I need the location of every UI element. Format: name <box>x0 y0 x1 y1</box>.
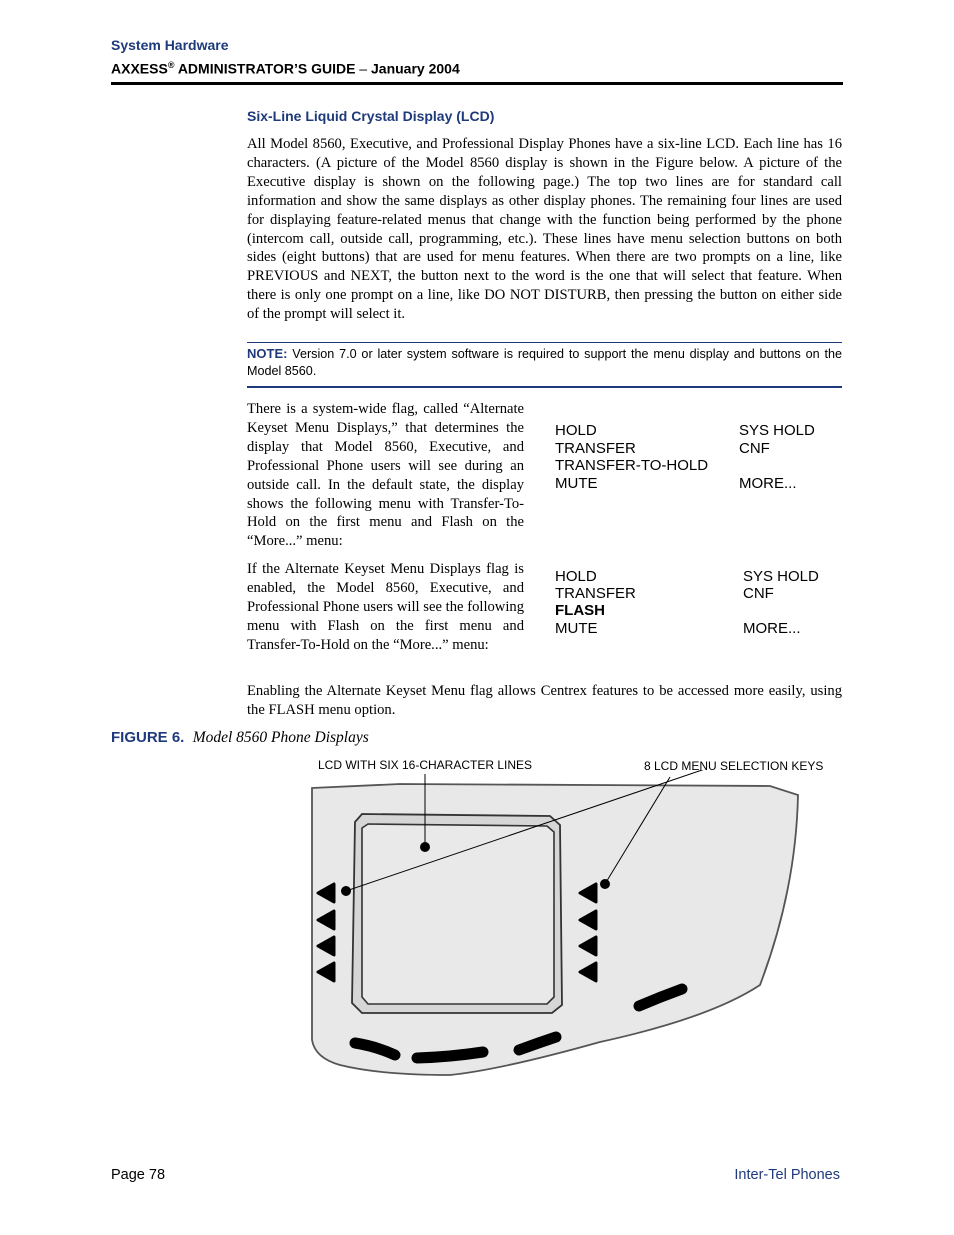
note-text: Version 7.0 or later system software is required to support the menu display and buttons on the Model 8560. <box>247 347 842 378</box>
menu-item-cnf: CNF <box>743 585 774 602</box>
keys-callout-dot-left <box>341 886 351 896</box>
menu-item-flash: FLASH <box>555 602 605 619</box>
menu-item-more: MORE... <box>743 620 801 637</box>
product-name: AXXESS <box>111 60 168 77</box>
menu-item-mute: MUTE <box>555 620 598 637</box>
menu-item-hold: HOLD <box>555 422 597 439</box>
figure-title: Model 8560 Phone Displays <box>192 729 369 746</box>
page-number: Page 78 <box>111 1167 166 1183</box>
bottom-key-middle <box>417 1052 483 1058</box>
keys-callout-dot-right <box>600 879 610 889</box>
alternate-menu-paragraph: If the Alternate Keyset Menu Displays flag is enabled, the Model 8560, Executive, and Professional Phone users will see the following menu with Flash on the first menu and Transfer-To-Hold on the “More...” menu: <box>247 561 524 653</box>
header-rule <box>111 82 843 85</box>
figure-label: FIGURE 6. <box>111 729 185 746</box>
note-block <box>247 345 842 380</box>
callout-lcd-label: LCD WITH SIX 16-CHARACTER LINES <box>318 758 533 772</box>
guide-name: ADMINISTRATOR’S GUIDE <box>174 60 356 77</box>
section-title: System Hardware <box>111 37 229 53</box>
menu-item-more: MORE... <box>739 475 797 492</box>
menu-item-hold: HOLD <box>555 568 597 585</box>
phone-illustration <box>300 770 860 1100</box>
note-top-rule <box>247 342 842 343</box>
alternate-menu-display <box>555 568 845 648</box>
menu-item-transfer: TRANSFER <box>555 440 636 457</box>
menu-item-mute: MUTE <box>555 475 598 492</box>
menu-item-sys-hold: SYS HOLD <box>743 568 819 585</box>
title-dash: – <box>355 60 371 77</box>
callout-keys-label: 8 LCD MENU SELECTION KEYS <box>644 759 824 773</box>
menu-item-cnf: CNF <box>739 440 770 457</box>
guide-title <box>111 60 460 77</box>
menu-item-sys-hold: SYS HOLD <box>739 422 815 439</box>
registered-mark: ® <box>167 60 175 70</box>
chapter-name: Inter-Tel Phones <box>734 1167 840 1183</box>
default-menu-paragraph: There is a system-wide flag, called “Alternate Keyset Menu Displays,” that determines the display that Model 8560, Executive, and Professional Phone users will see during an outside call. In the default state, the display shows the following menu with Transfer-To-Hold on the first menu and Flash on the “More...” menu: <box>247 401 524 550</box>
subheading: Six-Line Liquid Crystal Display (LCD) <box>247 108 495 124</box>
figure-caption <box>111 729 369 747</box>
lcd-screen <box>362 824 554 1004</box>
default-menu-display <box>555 422 845 502</box>
menu-item-transfer-to-hold: TRANSFER-TO-HOLD <box>555 457 709 474</box>
intro-paragraph: All Model 8560, Executive, and Professional Display Phones have a six-line LCD. Each line has 16 characters. (A picture of the Model 8560 display is shown in the Figure below. A picture of the Executive display is shown on the following page.) The top two lines are for standard call information and show the same displays as other display phones. The remaining four lines are used for displaying feature-related menus that change with the function being performed by the phone (intercom call, outside call, programming, etc.). These lines have menu selection buttons on both sides (eight buttons) that are used for menu features. When there are two prompts on a line, like PREVIOUS and NEXT, the button next to the word is the one that will select that feature. When there is only one prompt on a line, like DO NOT DISTURB, then pressing the button on either side of the prompt will select it. <box>247 136 842 323</box>
closing-paragraph: Enabling the Alternate Keyset Menu flag allows Centrex features to be accessed more easily, using the FLASH menu option. <box>247 683 842 718</box>
note-bottom-rule <box>247 386 842 388</box>
guide-date: January 2004 <box>371 60 460 77</box>
note-label: NOTE: <box>247 346 288 361</box>
lcd-callout-dot <box>420 842 430 852</box>
menu-item-transfer: TRANSFER <box>555 585 636 602</box>
